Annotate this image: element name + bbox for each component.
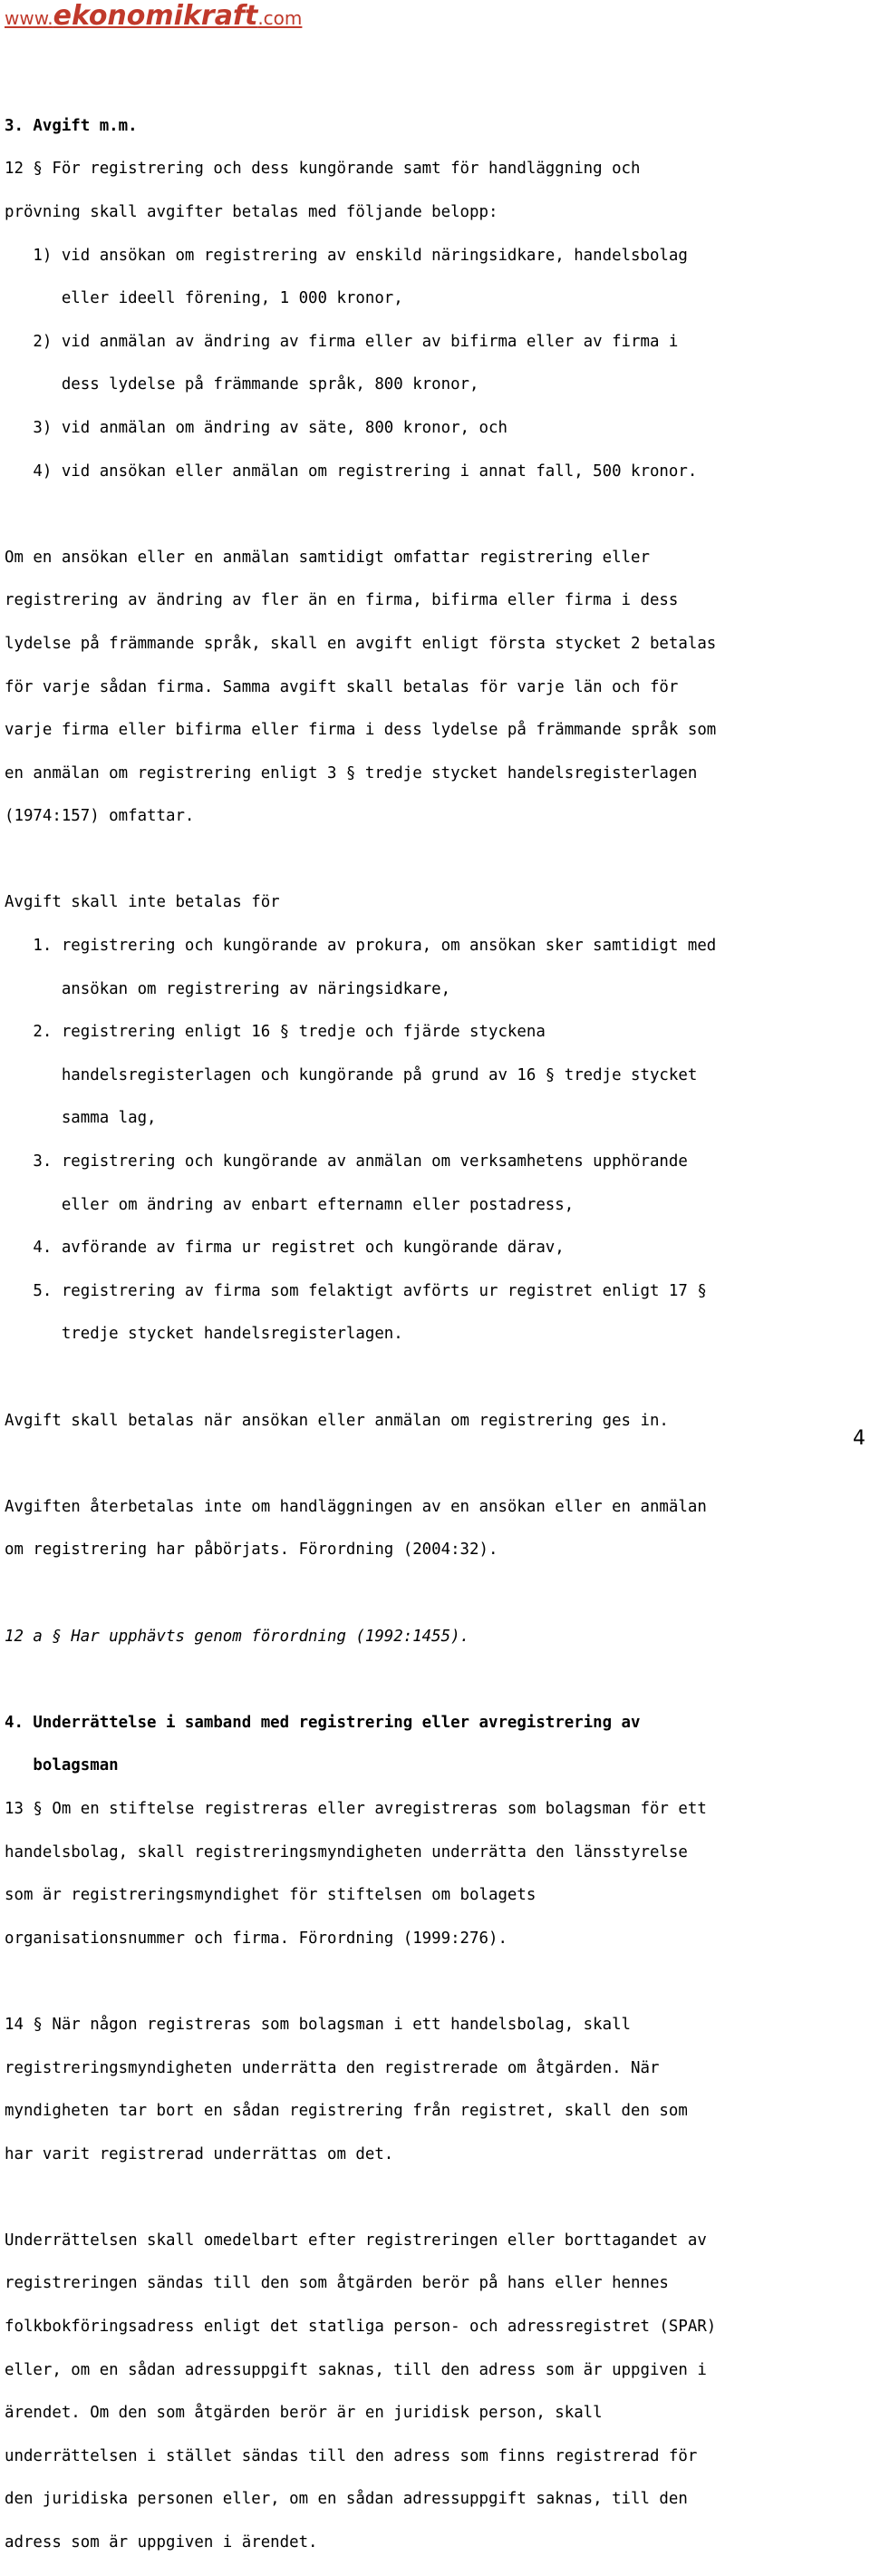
exempt-line: ansökan om registrering av näringsidkare, (5, 979, 451, 998)
para-multi-line: registrering av ändring av fler än en firma, bifirma eller firma i dess (5, 591, 679, 610)
exempt-line: samma lag, (5, 1109, 157, 1128)
para-12-line: 12 § För registrering och dess kungörande samt för handläggning och (5, 160, 641, 179)
exempt-line: Avgift skall inte betalas för (5, 893, 280, 912)
para-13-line: som är registreringsmyndighet för stiftelsen om bolagets (5, 1886, 536, 1905)
para-14-line: registreringsmyndigheten underrätta den registrerade om åtgärden. När (5, 2058, 660, 2077)
section-3-heading: 3. Avgift m.m. (5, 116, 138, 135)
notice-line: eller, om en sådan adressuppgift saknas, till den adress som är uppgiven i (5, 2360, 707, 2379)
exempt-line: tredje stycket handelsregisterlagen. (5, 1325, 403, 1344)
section-4-heading: bolagsman (5, 1756, 119, 1775)
para-multi-line: en anmälan om registrering enligt 3 § tredje stycket handelsregisterlagen (5, 763, 698, 783)
exempt-line: 3. registrering och kungörande av anmälan om verksamhetens upphörande (5, 1152, 688, 1171)
notice-line: registreringen sändas till den som åtgärden berör på hans eller hennes (5, 2274, 669, 2293)
para-14-line: 14 § När någon registreras som bolagsman i ett handelsbolag, skall (5, 2015, 632, 2034)
section-4-heading: 4. Underrättelse i samband med registrering eller avregistrering av (5, 1713, 641, 1732)
notice-line: den juridiska personen eller, om en sådan adressuppgift saknas, till den (5, 2490, 688, 2509)
para-12-line: 3) vid anmälan om ändring av säte, 800 kronor, och (5, 418, 508, 437)
refund-line: Avgiften återbetalas inte om handläggningen av en ansökan eller en anmälan (5, 1497, 707, 1516)
para-12-line: dess lydelse på främmande språk, 800 kronor, (5, 375, 479, 394)
para-12-line: 4) vid ansökan eller anmälan om registrering i annat fall, 500 kronor. (5, 462, 698, 481)
para-12-line: 1) vid ansökan om registrering av enskild näringsidkare, handelsbolag (5, 246, 688, 265)
refund-line: om registrering har påbörjats. Förordning (2004:32). (5, 1541, 498, 1560)
para-14-line: har varit registrerad underrättas om det. (5, 2144, 394, 2163)
notice-line: adress som är uppgiven i ärendet. (5, 2533, 318, 2552)
site-link[interactable] (5, 0, 302, 32)
site-link-brand: ekonomikraft (53, 0, 258, 32)
notice-line: ärendet. Om den som åtgärden berör är en juridisk person, skall (5, 2404, 603, 2423)
page-number: 4 (853, 1427, 865, 1450)
repealed-line: 12 a § Har upphävts genom förordning (1992:1455). (5, 1627, 470, 1646)
para-13-line: 13 § Om en stiftelse registreras eller avregistreras som bolagsman för ett (5, 1799, 707, 1818)
site-link-tld: .com (257, 7, 303, 29)
site-link-prefix: www. (5, 7, 53, 29)
exempt-line: eller om ändring av enbart efternamn eller postadress, (5, 1195, 575, 1214)
para-multi-line: varje firma eller bifirma eller firma i dess lydelse på främmande språk som (5, 721, 717, 740)
para-multi-line: Om en ansökan eller en anmälan samtidigt omfattar registrering eller (5, 548, 650, 567)
para-13-line: handelsbolag, skall registreringsmyndigheten underrätta den länsstyrelse (5, 1842, 688, 1862)
notice-line: folkbokföringsadress enligt det statliga person- och adressregistret (SPAR) (5, 2318, 717, 2337)
exempt-line: 1. registrering och kungörande av prokura, om ansökan sker samtidigt med (5, 937, 717, 956)
exempt-line: 4. avförande av firma ur registret och kungörande därav, (5, 1239, 565, 1258)
para-13-line: organisationsnummer och firma. Förordning (1999:276). (5, 1929, 508, 1948)
para-multi-line: lydelse på främmande språk, skall en avgift enligt första stycket 2 betalas (5, 634, 717, 653)
para-12-line: prövning skall avgifter betalas med följande belopp: (5, 202, 498, 221)
exempt-line: 2. registrering enligt 16 § tredje och fjärde styckena (5, 1023, 546, 1042)
para-12-line: eller ideell förening, 1 000 kronor, (5, 289, 403, 308)
para-multi-line: (1974:157) omfattar. (5, 807, 195, 826)
exempt-line: handelsregisterlagen och kungörande på grund av 16 § tredje stycket (5, 1065, 698, 1084)
notice-line: Underrättelsen skall omedelbart efter registreringen eller borttagandet av (5, 2231, 707, 2250)
document-body (5, 94, 861, 2576)
para-14-line: myndigheten tar bort en sådan registrering från registret, skall den som (5, 2102, 688, 2121)
para-12-line: 2) vid anmälan av ändring av firma eller av bifirma eller av firma i (5, 332, 679, 351)
para-multi-line: för varje sådan firma. Samma avgift skall betalas för varje län och för (5, 677, 679, 696)
exempt-line: 5. registrering av firma som felaktigt avförts ur registret enligt 17 § (5, 1281, 707, 1300)
notice-line: underrättelsen i stället sändas till den adress som finns registrerad för (5, 2446, 698, 2465)
pay-when-line: Avgift skall betalas när ansökan eller anmälan om registrering ges in. (5, 1411, 669, 1430)
